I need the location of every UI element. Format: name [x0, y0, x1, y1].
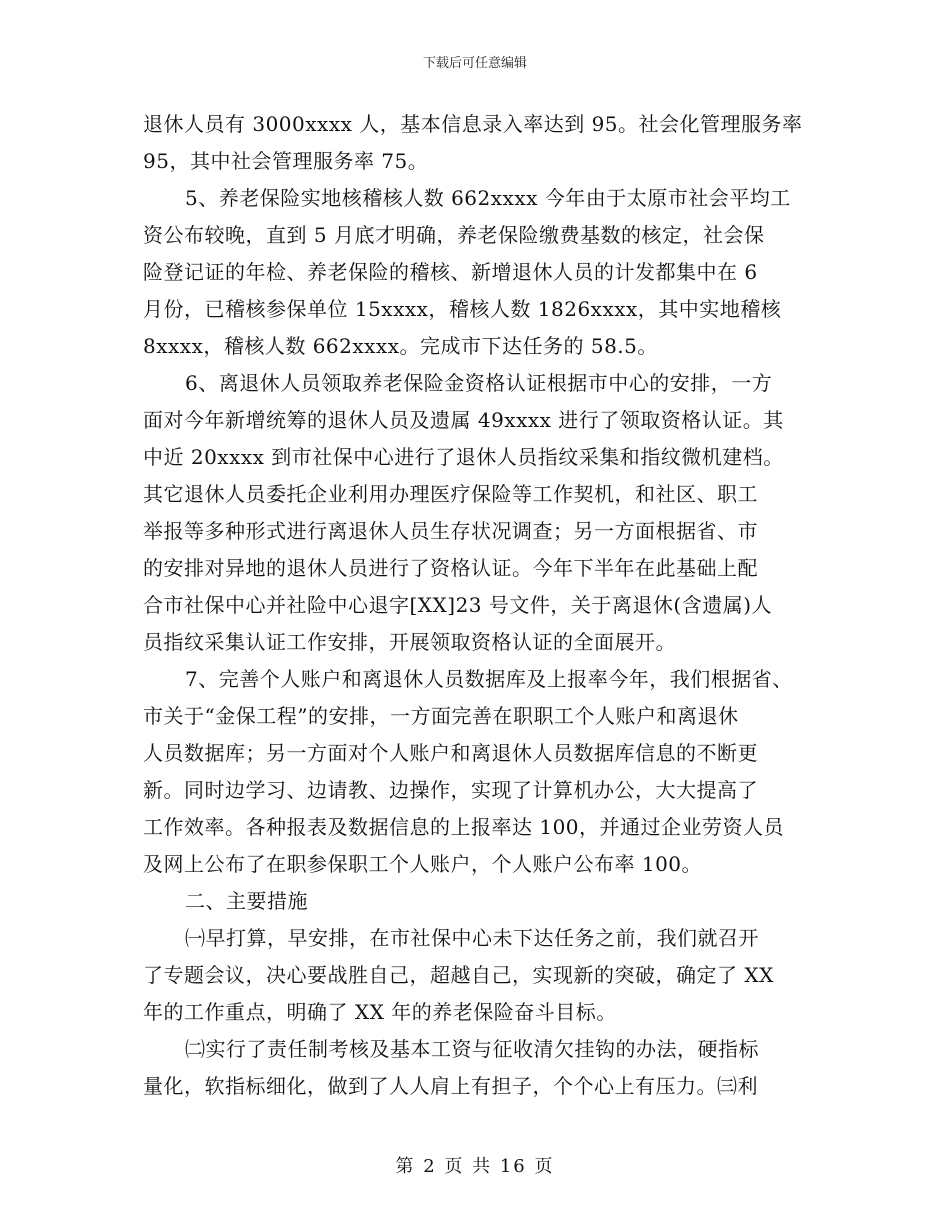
text-line: 险登记证的年检、养老保险的稽核、新增退休人员的计发都集中在 6 — [143, 260, 758, 284]
text-line: 合市社保中心并社险中心退字[XX]23 号文件，关于离退休(含遗属)人 — [143, 593, 772, 617]
text-line: 市关于“金保工程”的安排，一方面完善在职职工个人账户和离退休 — [143, 704, 739, 728]
text-line: 面对今年新增统筹的退休人员及遗属 49xxxx 进行了领取资格认证。其 — [143, 408, 784, 432]
text-line: 新。同时边学习、边请教、边操作，实现了计算机办公，大大提高了 — [143, 778, 758, 802]
text-line: 月份，已稽核参保单位 15xxxx，稽核人数 1826xxxx，其中实地稽核 — [143, 297, 782, 321]
text-line: 7、完善个人账户和离退休人员数据库及上报率今年，我们根据省、 — [185, 667, 793, 691]
text-line: 退休人员有 3000xxxx 人，基本信息录入率达到 95。社会化管理服务率 — [143, 112, 803, 136]
text-line: 6、离退休人员领取养老保险金资格认证根据市中心的安排，一方 — [185, 371, 773, 395]
text-line: 二、主要措施 — [185, 889, 308, 913]
text-line: 的安排对异地的退休人员进行了资格认证。今年下半年在此基础上配 — [143, 556, 758, 580]
page-footer: 第 2 页 共 16 页 — [395, 1156, 555, 1177]
text-line: 工作效率。各种报表及数据信息的上报率达 100，并通过企业劳资人员 — [143, 815, 785, 839]
text-line: 其它退休人员委托企业利用办理医疗保险等工作契机，和社区、职工 — [143, 482, 758, 506]
text-line: 95，其中社会管理服务率 75。 — [143, 149, 429, 173]
body-text — [143, 106, 823, 1105]
text-line: 中近 20xxxx 到市社保中心进行了退休人员指纹采集和指纹微机建档。 — [143, 445, 784, 469]
text-line: 人员数据库；另一方面对个人账户和离退休人员数据库信息的不断更 — [143, 741, 758, 765]
text-line: 员指纹采集认证工作安排，开展领取资格认证的全面展开。 — [143, 630, 676, 654]
text-line: 资公布较晚，直到 5 月底才明确，养老保险缴费基数的核定，社会保 — [143, 223, 765, 247]
text-line: 8xxxx，稽核人数 662xxxx。完成市下达任务的 58.5。 — [143, 334, 658, 358]
text-line: ㈠早打算，早安排，在市社保中心未下达任务之前，我们就召开 — [185, 926, 759, 950]
text-line: ㈡实行了责任制考核及基本工资与征收清欠挂钩的办法，硬指标 — [185, 1037, 759, 1061]
text-line: 举报等多种形式进行离退休人员生存状况调查；另一方面根据省、市 — [143, 519, 758, 543]
text-line: 量化，软指标细化，做到了人人肩上有担子，个个心上有压力。㈢利 — [143, 1074, 758, 1098]
page-header: 下载后可任意编辑 — [422, 56, 527, 71]
text-line: 5、养老保险实地核稽核人数 662xxxx 今年由于太原市社会平均工 — [185, 186, 791, 210]
text-line: 了专题会议，决心要战胜自己，超越自己，实现新的突破，确定了 XX — [143, 963, 774, 987]
text-line: 年的工作重点，明确了 XX 年的养老保险奋斗目标。 — [143, 1000, 617, 1024]
text-line: 及网上公布了在职参保职工个人账户，个人账户公布率 100。 — [143, 852, 703, 876]
